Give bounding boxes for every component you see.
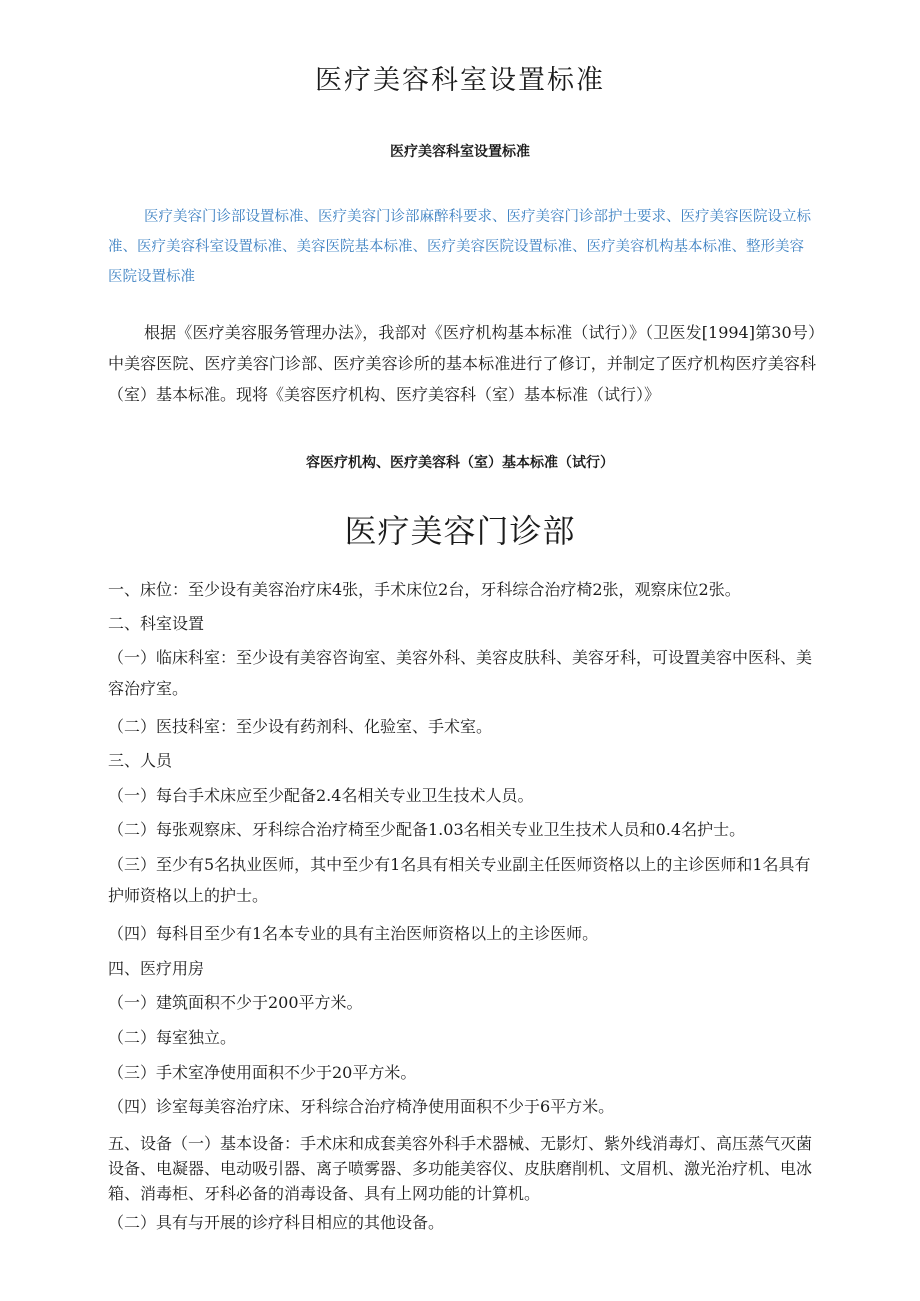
- item-clinical-departments: （一）临床科室：至少设有美容咨询室、美容外科、美容皮肤科、美容牙科，可设置美容中医科、美容治疗室。: [108, 648, 813, 698]
- item-technical-departments: （二）医技科室：至少设有药剂科、化验室、手术室。: [108, 717, 493, 736]
- item-staff-observation: （二）每张观察床、牙科综合治疗椅至少配备1.03名相关专业卫生技术人员和0.4名护士。: [108, 820, 746, 839]
- tag-link[interactable]: 医疗美容机构基本标准: [586, 239, 732, 255]
- item-staff: 三、人员: [108, 751, 173, 770]
- tag-link[interactable]: 医疗美容医院设立标准: [108, 209, 811, 255]
- tag-link[interactable]: 医疗美容门诊部设置标准: [144, 209, 304, 225]
- item-departments: 二、科室设置: [108, 614, 205, 633]
- item-staff-surgery: （一）每台手术床应至少配备2.4名相关专业卫生技术人员。: [108, 786, 534, 805]
- intro-paragraph: 根据《医疗美容服务管理办法》，我部对《医疗机构基本标准（试行）》（卫医发[1994]第30号）中美容医院、医疗美容门诊部、医疗美容诊所的基本标准进行了修订，并制定了医疗机构医疗美容科（室）基本标准。现将《美容医疗机构、医疗美容科（室）基本标准（试行）》: [108, 323, 816, 404]
- item-rooms-area: （一）建筑面积不少于200平方米。: [108, 993, 363, 1012]
- section-title: 医疗美容门诊部: [344, 512, 576, 550]
- item-rooms: 四、医疗用房: [108, 959, 205, 978]
- section-subtitle: 容医疗机构、医疗美容科（室）基本标准（试行）: [306, 455, 614, 471]
- item-staff-per-subject: （四）每科目至少有1名本专业的具有主治医师资格以上的主诊医师。: [108, 924, 599, 943]
- page-subtitle: 医疗美容科室设置标准: [390, 144, 530, 160]
- item-equipment-other: （二）具有与开展的诊疗科目相应的其他设备。: [108, 1213, 445, 1232]
- page-title: 医疗美容科室设置标准: [315, 65, 605, 96]
- item-beds: 一、床位：至少设有美容治疗床4张，手术床位2台，牙科综合治疗椅2张，观察床位2张。: [108, 580, 741, 599]
- tag-link[interactable]: 医疗美容科室设置标准: [137, 239, 282, 255]
- tag-link[interactable]: 医疗美容门诊部护士要求: [506, 209, 666, 225]
- item-rooms-consult-area: （四）诊室每美容治疗床、牙科综合治疗椅净使用面积不少于6平方米。: [108, 1097, 615, 1116]
- tag-link[interactable]: 医疗美容医院设置标准: [427, 239, 572, 255]
- tag-link[interactable]: 整形美容医院设置标准: [108, 239, 804, 285]
- item-rooms-independent: （二）每室独立。: [108, 1028, 237, 1047]
- related-tags: 医疗美容门诊部设置标准、医疗美容门诊部麻醉科要求、医疗美容门诊部护士要求、医疗美容医院设立标准、医疗美容科室设置标准、美容医院基本标准、医疗美容医院设置标准、医疗美容机构基本标准、整形美容医院设置标准: [108, 209, 811, 285]
- tag-link[interactable]: 美容医院基本标准: [296, 239, 413, 255]
- tag-link[interactable]: 医疗美容门诊部麻醉科要求: [318, 209, 492, 225]
- item-rooms-surgery-area: （三）手术室净使用面积不少于20平方米。: [108, 1063, 417, 1082]
- item-staff-doctors: （三）至少有5名执业医师，其中至少有1名具有相关专业副主任医师资格以上的主诊医师和1名具有护师资格以上的护士。: [108, 855, 811, 905]
- item-equipment: 五、设备（一）基本设备：手术床和成套美容外科手术器械、无影灯、紫外线消毒灯、高压蒸气灭菌设备、电凝器、电动吸引器、离子喷雾器、多功能美容仪、皮肤磨削机、文眉机、激光治疗机、电冰箱、消毒柜、牙科必备的消毒设备、具有上网功能的计算机。: [108, 1134, 813, 1203]
